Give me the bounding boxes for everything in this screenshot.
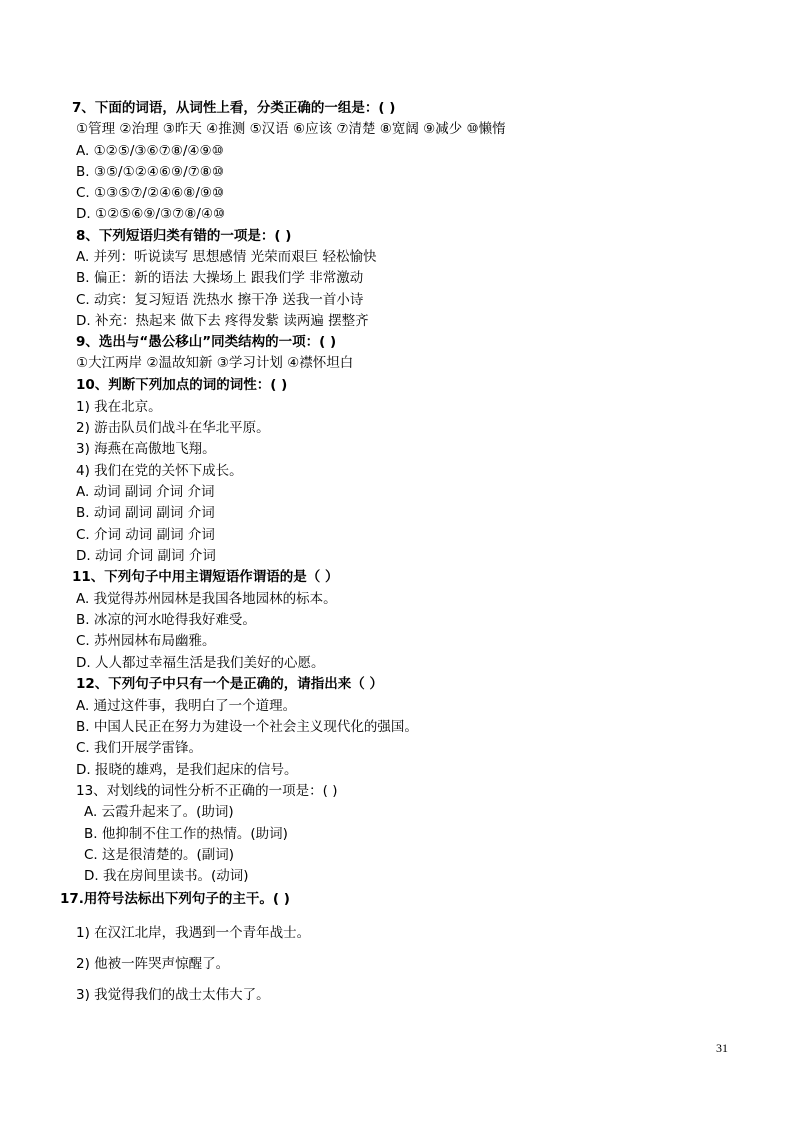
text-line: C. 苏州园林布局幽雅。 (76, 633, 216, 649)
text-line: 12、下列句子中只有一个是正确的，请指出来（ ） (76, 676, 383, 692)
text-line: C. 这是很清楚的。(副词) (84, 847, 235, 863)
text-line: D. ①②⑤⑥⑨/③⑦⑧/④⑩ (76, 206, 226, 222)
text-line: 13、对划线的词性分析不正确的一项是：( ) (76, 783, 338, 799)
text-line: 2) 他被一阵哭声惊醒了。 (76, 956, 230, 972)
text-line: 17.用符号法标出下列句子的主干。( ) (60, 891, 290, 907)
text-line: A. 通过这件事，我明白了一个道理。 (76, 698, 297, 714)
text-line: A. 动词 副词 介词 介词 (76, 484, 215, 500)
text-line: D. 动词 介词 副词 介词 (76, 548, 216, 564)
text-line: 1) 在汉江北岸，我遇到一个青年战士。 (76, 925, 311, 941)
text-line: ①管理 ②治理 ③昨天 ④推测 ⑤汉语 ⑥应该 ⑦清楚 ⑧宽阔 ⑨减少 ⑩懒惰 (76, 121, 506, 137)
text-line: 9、选出与“愚公移山”同类结构的一项：( ) (76, 334, 337, 350)
text-line: 11、下列句子中用主谓短语作谓语的是（ ） (72, 569, 339, 585)
text-line: 2) 游击队员们战斗在华北平原。 (76, 420, 270, 436)
text-line: C. ①③⑤⑦/②④⑥⑧/⑨⑩ (76, 185, 225, 201)
text-line: 8、下列短语归类有错的一项是：( ) (76, 228, 292, 244)
text-line: B. 动词 副词 副词 介词 (76, 505, 215, 521)
text-line: A. 我觉得苏州园林是我国各地园林的标本。 (76, 591, 337, 607)
text-line: 7、下面的词语，从词性上看，分类正确的一组是：( ) (72, 100, 396, 116)
text-line: B. 中国人民正在努力为建设一个社会主义现代化的强国。 (76, 719, 418, 735)
text-line: D. 补充：热起来 做下去 疼得发紫 读两遍 摆整齐 (76, 313, 369, 329)
text-line: B. 他抑制不住工作的热情。(助词) (84, 826, 288, 842)
page-number: 31 (716, 1041, 728, 1055)
text-line: C. 我们开展学雷锋。 (76, 740, 203, 756)
text-line: B. 冰凉的河水呛得我好难受。 (76, 612, 256, 628)
text-line: A. ①②⑤/③⑥⑦⑧/④⑨⑩ (76, 143, 224, 159)
text-line: 10、判断下列加点的词的词性：( ) (76, 377, 288, 393)
text-line: 3) 我觉得我们的战士太伟大了。 (76, 987, 270, 1003)
text-line: ①大江两岸 ②温故知新 ③学习计划 ④襟怀坦白 (76, 355, 354, 371)
text-line: B. ③⑤/①②④⑥⑨/⑦⑧⑩ (76, 164, 224, 180)
text-line: 1) 我在北京。 (76, 399, 162, 415)
text-line: 3) 海燕在高傲地飞翔。 (76, 441, 216, 457)
text-line: D. 人人都过幸福生活是我们美好的心愿。 (76, 655, 325, 671)
text-line: D. 报晓的雄鸡，是我们起床的信号。 (76, 762, 298, 778)
text-line: B. 偏正：新的语法 大操场上 跟我们学 非常激动 (76, 270, 364, 286)
text-line: A. 云霞升起来了。(助词) (84, 804, 234, 820)
text-line: A. 并列：听说读写 思想感情 光荣而艰巨 轻松愉快 (76, 249, 377, 265)
text-line: 4) 我们在党的关怀下成长。 (76, 463, 243, 479)
text-line: C. 介词 动词 副词 介词 (76, 527, 215, 543)
text-line: D. 我在房间里读书。(动词) (84, 868, 249, 884)
text-line: C. 动宾：复习短语 洗热水 擦干净 送我一首小诗 (76, 292, 364, 308)
